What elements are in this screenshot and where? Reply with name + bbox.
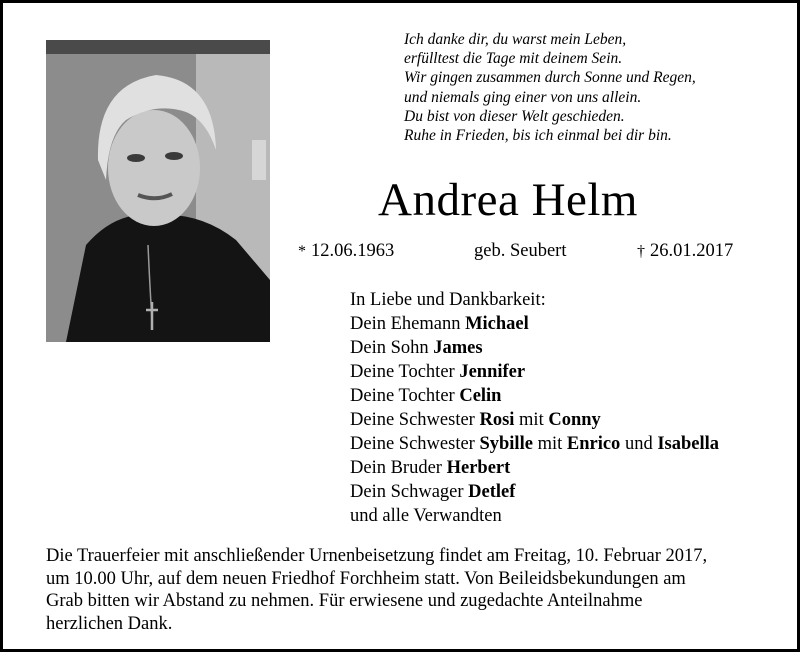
mourner-name: Rosi [479,410,515,430]
mourner-name: Herbert [446,458,511,478]
death-date [637,240,733,263]
portrait-photo [46,40,270,342]
mourner-row [350,432,719,456]
mourner-row [350,456,719,480]
connector-text: und [620,434,658,454]
mourners-intro: In Liebe und Dankbarkeit: [350,290,546,310]
relation-label: Deine Tochter [350,362,460,382]
relation-label: Deine Schwester [350,434,480,454]
relation-label: Dein Ehemann [350,314,466,334]
connector-text: mit [514,410,549,430]
birth-date-value: 12.06.1963 [311,241,395,261]
poem-line: erfülltest die Tage mit deinem Sein. [404,50,623,68]
mourner-name: Detlef [468,482,516,502]
mourner-name: Enrico [566,434,621,454]
notice-line: herzlichen Dank. [46,613,173,634]
mourner-name: Isabella [657,434,719,454]
relation-label: Deine Schwester [350,410,480,430]
notice-line: um 10.00 Uhr, auf dem neuen Friedhof Forchheim statt. Von Beileidsbekundungen am [46,568,686,589]
mourner-name: James [433,338,483,358]
mourner-row [350,408,719,432]
maiden-name: geb. Seubert [474,241,567,261]
notice-line: Die Trauerfeier mit anschließender Urnenbeisetzung findet am Freitag, 10. Februar 2017, [46,546,708,566]
memorial-poem [404,30,784,145]
relation-label: Deine Tochter [350,386,460,406]
birth-date [298,240,394,263]
notice-line: Grab bitten wir Abstand zu nehmen. Für erwiesene und zugedachte Anteilnahme [46,591,643,611]
mourner-row [350,336,719,360]
death-date-value: 26.01.2017 [650,241,734,261]
relation-label: Dein Sohn [350,338,434,358]
mourner-name: Celin [459,386,502,406]
birth-star-icon: * [298,243,306,260]
mourner-name: Conny [548,410,601,430]
mourner-name: Jennifer [459,362,526,382]
death-cross-icon: † [637,243,645,260]
connector-text: mit [532,434,567,454]
mourner-name: Sybille [479,434,533,454]
mourner-name: Michael [465,314,529,334]
poem-line: Ich danke dir, du warst mein Leben, [404,31,627,48]
mourner-row [350,360,719,384]
mourner-row [350,312,719,336]
mourners-outro: und alle Verwandten [350,506,502,526]
funeral-notice [46,545,776,635]
poem-line: und niemals ging einer von uns allein. [404,88,642,106]
poem-line: Du bist von dieser Welt geschieden. [404,107,625,125]
poem-line: Ruhe in Frieden, bis ich einmal bei dir bin. [404,127,672,145]
relation-label: Dein Schwager [350,482,469,502]
deceased-name: Andrea Helm [378,174,638,226]
mourners-list [350,288,719,528]
poem-line: Wir gingen zusammen durch Sonne und Regen, [404,69,696,87]
relation-label: Dein Bruder [350,458,447,478]
mourner-row [350,480,719,504]
mourner-row [350,384,719,408]
